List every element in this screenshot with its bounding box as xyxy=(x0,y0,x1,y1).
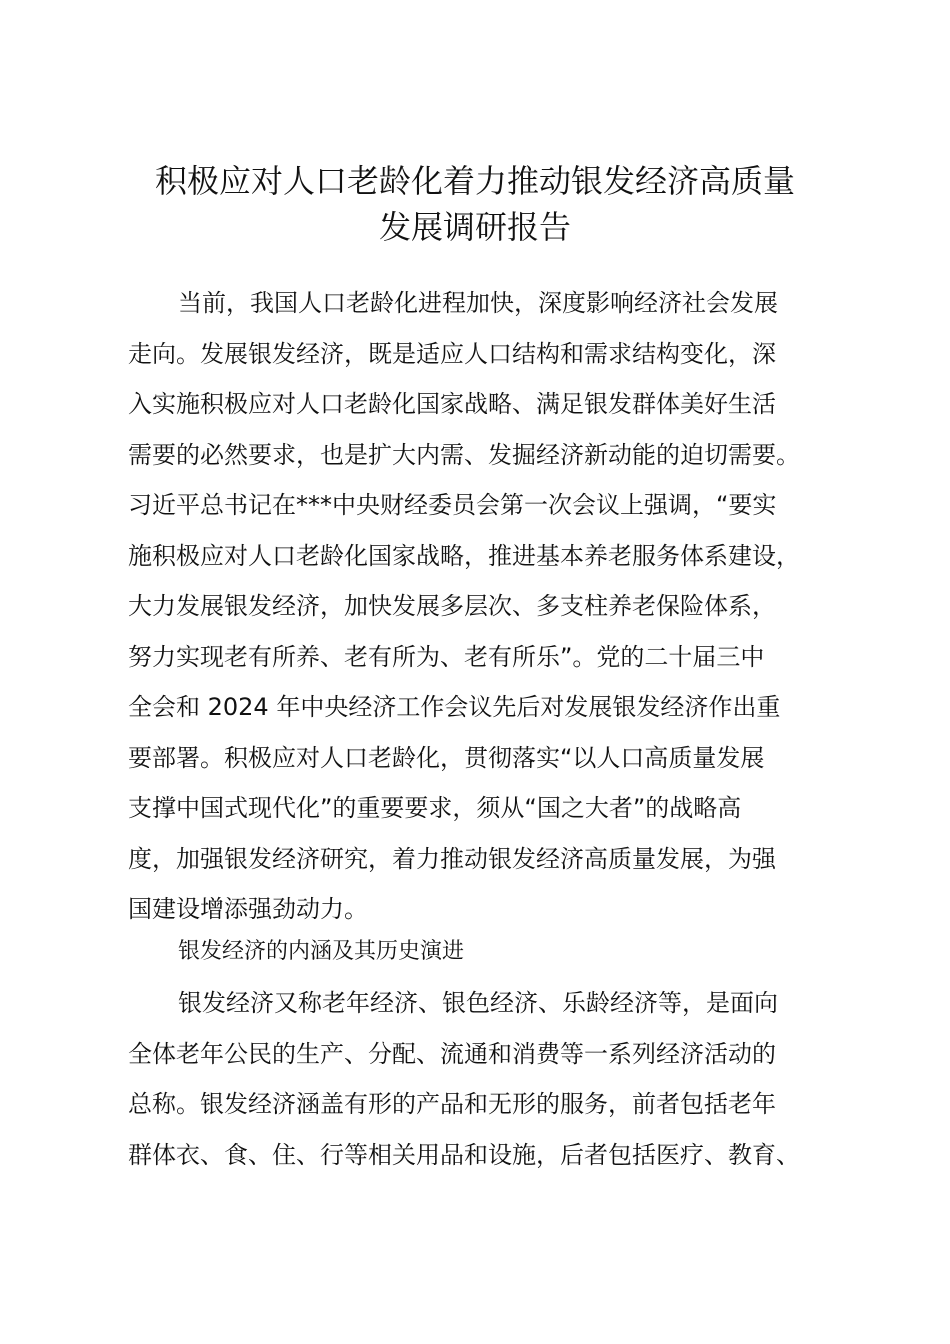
paragraph-line: 努力实现老有所养、老有所为、老有所乐”。党的二十届三中 xyxy=(128,642,765,671)
paragraph-line: 当前，我国人口老龄化进程加快，深度影响经济社会发展 xyxy=(178,289,778,317)
title-line-1: 积极应对人口老龄化着力推动银发经济高质量 xyxy=(154,162,795,200)
paragraph-line: 施积极应对人口老龄化国家战略，推进基本养老服务体系建设， xyxy=(128,541,800,570)
paragraph-intro xyxy=(128,278,848,935)
paragraph-line: 走向。发展银发经济，既是适应人口结构和需求结构变化，深 xyxy=(128,339,776,368)
title-line-2: 发展调研报告 xyxy=(378,208,571,246)
section-heading: 银发经济的内涵及其历史演进 xyxy=(178,939,465,964)
paragraph-line: 要部署。积极应对人口老龄化，贯彻落实“以人口高质量发展 xyxy=(128,743,765,772)
paragraph-line: 全会和 2024 年中央经济工作会议先后对发展银发经济作出重 xyxy=(128,693,781,721)
paragraph-line: 入实施积极应对人口老龄化国家战略、满足银发群体美好生活 xyxy=(128,390,776,418)
paragraph-line: 全体老年公民的生产、分配、流通和消费等一系列经济活动的 xyxy=(128,1039,776,1068)
document-title xyxy=(0,158,950,250)
paragraph-line: 总称。银发经济涵盖有形的产品和无形的服务，前者包括老年 xyxy=(128,1090,776,1118)
paragraph-line: 度，加强银发经济研究，着力推动银发经济高质量发展，为强 xyxy=(128,844,776,873)
paragraph-line: 支撑中国式现代化”的重要要求，须从“国之大者”的战略高 xyxy=(128,794,742,822)
paragraph-line: 群体衣、食、住、行等相关用品和设施，后者包括医疗、教育、 xyxy=(128,1140,800,1169)
paragraph-line: 大力发展银发经济，加快发展多层次、多支柱养老保险体系， xyxy=(128,592,776,620)
paragraph-definition xyxy=(128,978,848,1180)
paragraph-line: 国建设增添强劲动力。 xyxy=(128,895,368,923)
paragraph-line: 需要的必然要求，也是扩大内需、发掘经济新动能的迫切需要。 xyxy=(128,440,800,469)
paragraph-line: 习近平总书记在***中央财经委员会第一次会议上强调，“要实 xyxy=(128,491,777,519)
paragraph-line: 银发经济又称老年经济、银色经济、乐龄经济等，是面向 xyxy=(178,989,778,1017)
